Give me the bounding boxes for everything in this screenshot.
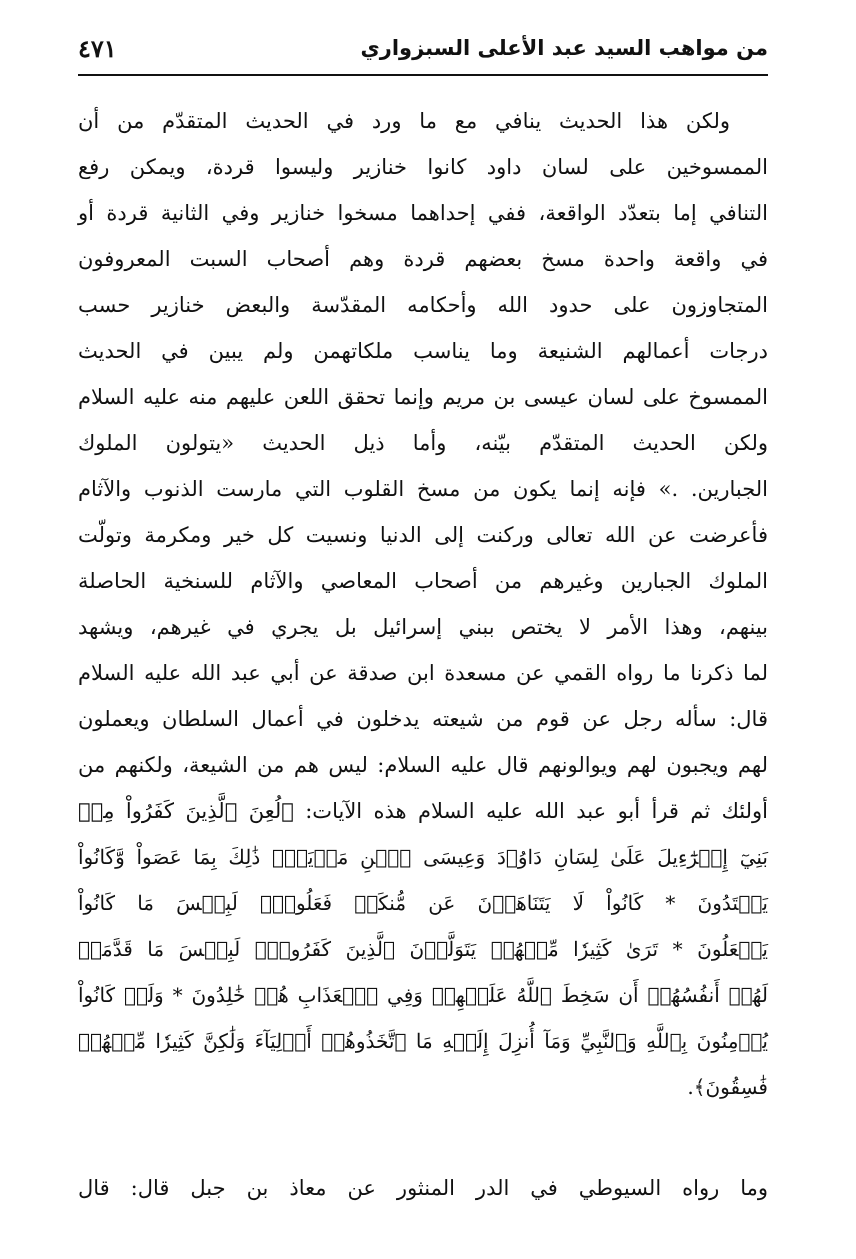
text-line: المتجاوزون على حدود الله وأحكامه المقدّسة والبعض خنازير حسب: [78, 293, 768, 317]
text-line: الممسوخين على لسان داود كانوا خنازير وليسوا قردة، ويمكن رفع: [78, 155, 768, 179]
footer-text-line: وما رواه السيوطي في الدر المنثور عن معاذ بن جبل قال: قال: [78, 1176, 768, 1200]
text-line: ولكن هذا الحديث ينافي مع ما ورد في الحديث المتقدّم من أن: [78, 109, 730, 133]
text-line: بينهم، وهذا الأمر لا يختص ببني إسرائيل بل يجري في غيرهم، ويشهد: [78, 615, 768, 639]
quran-verse-line: لَهُمۡ أَنفُسُهُمۡ أَن سَخِطَ ٱللَّهُ عَلَيۡهِمۡ وَفِي ٱلۡعَذَابِ هُمۡ خَٰلِدُونَ * وَلَوۡ كَانُواْ: [78, 983, 768, 1007]
quran-verse-line: يُؤۡمِنُونَ بِٱللَّهِ وَٱلنَّبِيِّ وَمَآ أُنزِلَ إِلَيۡهِ مَا ٱتَّخَذُوهُمۡ أَوۡلِيَآءَ وَلَٰكِنَّ كَثِيرٗا مِّنۡهُمۡ: [78, 1029, 768, 1053]
running-title: من مواهب السيد عبد الأعلى السبزواري: [360, 36, 768, 60]
running-header: [78, 32, 768, 76]
text-line: ولكن الحديث المتقدّم بيّنه، وأما ذيل الحديث «يتولون الملوك: [78, 431, 768, 455]
quran-verse-line: بَنِيٓ إِسۡرَٰٓءِيلَ عَلَىٰ لِسَانِ دَاوُۥدَ وَعِيسَى ٱبۡنِ مَرۡيَمَۚ ذَٰلِكَ بِمَا عَصَواْ وَّكَانُواْ: [78, 845, 768, 869]
quran-verse-line: يَعۡتَدُونَ * كَانُواْ لَا يَتَنَاهَوۡنَ عَن مُّنكَرٖ فَعَلُوهُۚ لَبِئۡسَ مَا كَانُواْ: [78, 891, 768, 915]
page-number: ٤٧١: [78, 34, 117, 63]
body-text: [78, 98, 768, 1110]
text-line: فأعرضت عن الله تعالى وركنت إلى الدنيا ونسيت كل خير ومكرمة وتولّت: [78, 523, 768, 547]
text-line: لهم ويجبون لهم ويوالونهم قال عليه السلام: ليس هم من الشيعة، ولكنهم من: [78, 753, 768, 777]
quran-verse-line: فَٰسِقُونَ﴾.: [687, 1075, 768, 1099]
text-line: في واقعة واحدة مسخ بعضهم قردة وهم أصحاب السبت المعروفون: [78, 247, 768, 271]
text-line: الجبارين. .» فإنه إنما يكون من مسخ القلوب التي مارست الذنوب والآثام: [78, 477, 768, 501]
quran-verse-line: يَفۡعَلُونَ * تَرَىٰ كَثِيرٗا مِّنۡهُمۡ يَتَوَلَّوۡنَ ٱلَّذِينَ كَفَرُواْۚ لَبِئۡسَ مَا قَدَّمَتۡ: [78, 937, 768, 961]
text-line: أولئك ثم قرأ أبو عبد الله عليه السلام هذه الآيات: ﴿لُعِنَ ٱلَّذِينَ كَفَرُواْ مِنۢ: [78, 799, 768, 823]
text-line: الممسوخ على لسان عيسى بن مريم وإنما تحقق اللعن عليهم منه عليه السلام: [78, 385, 768, 409]
header-rule: [78, 74, 768, 76]
text-line: الملوك الجبارين وغيرهم من أصحاب المعاصي والآثام للسنخية الحاصلة: [78, 569, 768, 593]
text-line: التنافي إما بتعدّد الواقعة، ففي إحداهما مسخوا خنازير وفي الثانية قردة أو: [78, 201, 768, 225]
text-line: درجات أعمالهم الشنيعة وما يناسب ملكاتهمن ولم يبين في الحديث: [78, 339, 768, 363]
text-line: لما ذكرنا ما رواه القمي عن مسعدة ابن صدقة عن أبي عبد الله عليه السلام: [78, 661, 768, 685]
text-line: قال: سأله رجل عن قوم من شيعته يدخلون في أعمال السلطان ويعملون: [78, 707, 768, 731]
